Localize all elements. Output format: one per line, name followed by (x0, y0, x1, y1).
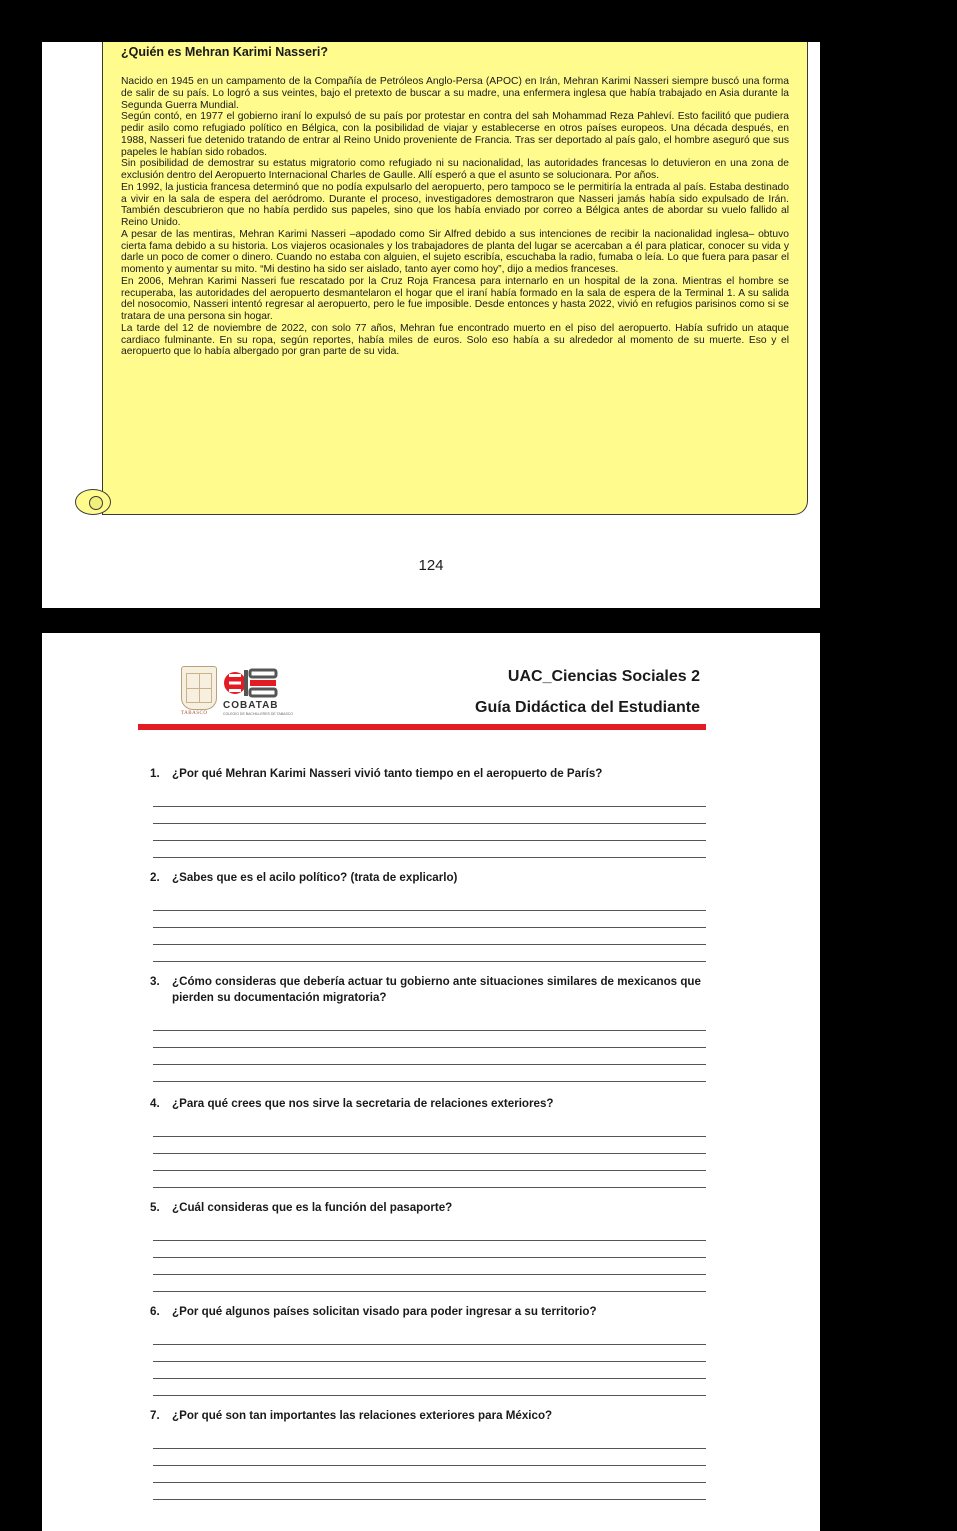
questions-list (150, 766, 706, 1512)
shield-state-label: TABASCO (181, 711, 208, 716)
question-item (150, 1200, 706, 1304)
question-number: 2. (150, 871, 160, 884)
question-number: 3. (150, 975, 160, 988)
reading-paragraph: Sin posibilidad de demostrar su estatus migratorio como refugiado ni su nacionalidad, las autoridades francesas lo detuvieron en una zona de exclusión dentro del Aeropuerto Internacional Charles de Gaulle. Allí esperó a que el asunto se solucionara. Por años. (121, 158, 789, 181)
question-text: ¿Para qué crees que nos sirve la secretaria de relaciones exteriores? (172, 1097, 554, 1110)
answer-lines[interactable] (153, 894, 706, 962)
header-logos (181, 666, 294, 718)
answer-lines[interactable] (153, 1328, 706, 1396)
cobatab-logo-icon (223, 668, 279, 698)
question-text: ¿Cómo consideras que debería actuar tu gobierno ante situaciones similares de mexicanos que pierden su documentación migratoria? (172, 975, 701, 1004)
reading-scroll-box (102, 42, 808, 515)
reading-paragraph: Según contó, en 1977 el gobierno iraní lo expulsó de su país por protestar en contra del sah Mohammad Reza Pahleví. Esto facilitó que pudiera pedir asilo como refugiado político en Bélgica, con la posibilidad de viajar y establecerse en otros países europeos. Una década después, en 1988, Nasseri fue detenido tratando de entrar al Reino Unido proveniente de Francia. Tras ser deportado al país galo, el hombre aseguró que sus papeles le habían sido robados. (121, 111, 789, 158)
question-number: 4. (150, 1097, 160, 1110)
reading-paragraph: Nacido en 1945 en un campamento de la Compañía de Petróleos Anglo-Persa (APOC) en Irán, Mehran Karimi Nasseri siempre buscó una forma de salir de su país. Lo logró a sus veintes, bajo el pretexto de buscar a su madre, una enfermera inglesa que había trabajado en Asia durante la Segunda Guerra Mundial. (121, 76, 789, 111)
question-text: ¿Cuál consideras que es la función del pasaporte? (172, 1201, 453, 1214)
question-item (150, 1096, 706, 1200)
question-item (150, 766, 706, 870)
question-number: 5. (150, 1201, 160, 1214)
answer-lines[interactable] (153, 1432, 706, 1500)
course-title: UAC_Ciencias Sociales 2 (507, 668, 700, 685)
header-red-divider (138, 724, 706, 730)
question-text: ¿Por qué son tan importantes las relaciones exteriores para México? (172, 1409, 553, 1422)
cobatab-subtitle: COLEGIO DE BACHILLERES DE TABASCO (223, 712, 294, 716)
tabasco-shield-icon (181, 666, 217, 710)
question-text: ¿Por qué algunos países solicitan visado para poder ingresar a su territorio? (172, 1305, 597, 1318)
worksheet-page (42, 633, 820, 1531)
question-item (150, 1408, 706, 1512)
question-number: 6. (150, 1305, 160, 1318)
question-number: 1. (150, 767, 160, 780)
question-item (150, 974, 706, 1096)
answer-lines[interactable] (153, 1120, 706, 1188)
page-124 (42, 42, 820, 608)
question-item (150, 870, 706, 974)
guide-subtitle: Guía Didáctica del Estudiante (475, 699, 700, 716)
question-text: ¿Sabes que es el acilo político? (trata de explicarlo) (172, 871, 458, 884)
question-item (150, 1304, 706, 1408)
reading-paragraph: La tarde del 12 de noviembre de 2022, con solo 77 años, Mehran fue encontrado muerto en el piso del aeropuerto. Había sufrido un ataque cardiaco fulminante. En su ropa, según reportes, había miles de euros. Solo eso había a su alrededor al momento de su muerte. Eso y el aeropuerto que lo había albergado por gran parte de su vida. (121, 322, 789, 358)
reading-paragraph: En 1992, la justicia francesa determinó que no podía expulsarlo del aeropuerto, pero tampoco se le permitiría la entrada al país. Estaba destinado a vivir en la sala de espera del aeródromo. Durante el proceso, investigadores demostraron que Nasseri jamás había sido expulsado de Irán. También descubrieron que no había perdido sus papeles, sino que los había enviado por correo a Bélgica antes de abordar su vuelo fallido al Reino Unido. (121, 181, 789, 228)
question-text: ¿Por qué Mehran Karimi Nasseri vivió tanto tiempo en el aeropuerto de París? (172, 767, 603, 780)
answer-lines[interactable] (153, 1014, 706, 1082)
page-number: 124 (418, 557, 444, 574)
answer-lines[interactable] (153, 790, 706, 858)
scroll-curl-decoration (75, 489, 111, 515)
reading-paragraph: A pesar de las mentiras, Mehran Karimi Nasseri –apodado como Sir Alfred debido a sus intenciones de recibir la nacionalidad inglesa– obtuvo cierta fama debido a su historia. Los viajeros ocasionales y los trabajadores de planta del lugar se acercaban a él para platicar, conocer su vida y darle un poco de comer o dinero. Cuando no estaba con alguien, el sujeto escribía, escuchaba la radio, fumaba o leía. Lo que fuera para pasar el momento y aumentar su mito. “Mi destino ha sido ser aislado, tanto ayer como hoy”, dijo a medios franceses. (121, 228, 789, 275)
reading-paragraph: En 2006, Mehran Karimi Nasseri fue rescatado por la Cruz Roja Francesa para internarlo en un hospital de la zona. Mientras el hombre se recuperaba, las autoridades del aeropuerto desmantelaron el hogar que el iraní había formado en la sala de espera de la Terminal 1. A su salida del nosocomio, Nasseri intentó regresar al aeropuerto, pero le fue imposible. Desde entonces y hasta 2022, vivió en refugios parisinos como si se tratara de una persona sin hogar. (121, 275, 789, 322)
answer-lines[interactable] (153, 1224, 706, 1292)
question-number: 7. (150, 1409, 160, 1422)
reading-title: ¿Quién es Mehran Karimi Nasseri? (121, 45, 329, 59)
cobatab-name: COBATAB (223, 700, 279, 711)
